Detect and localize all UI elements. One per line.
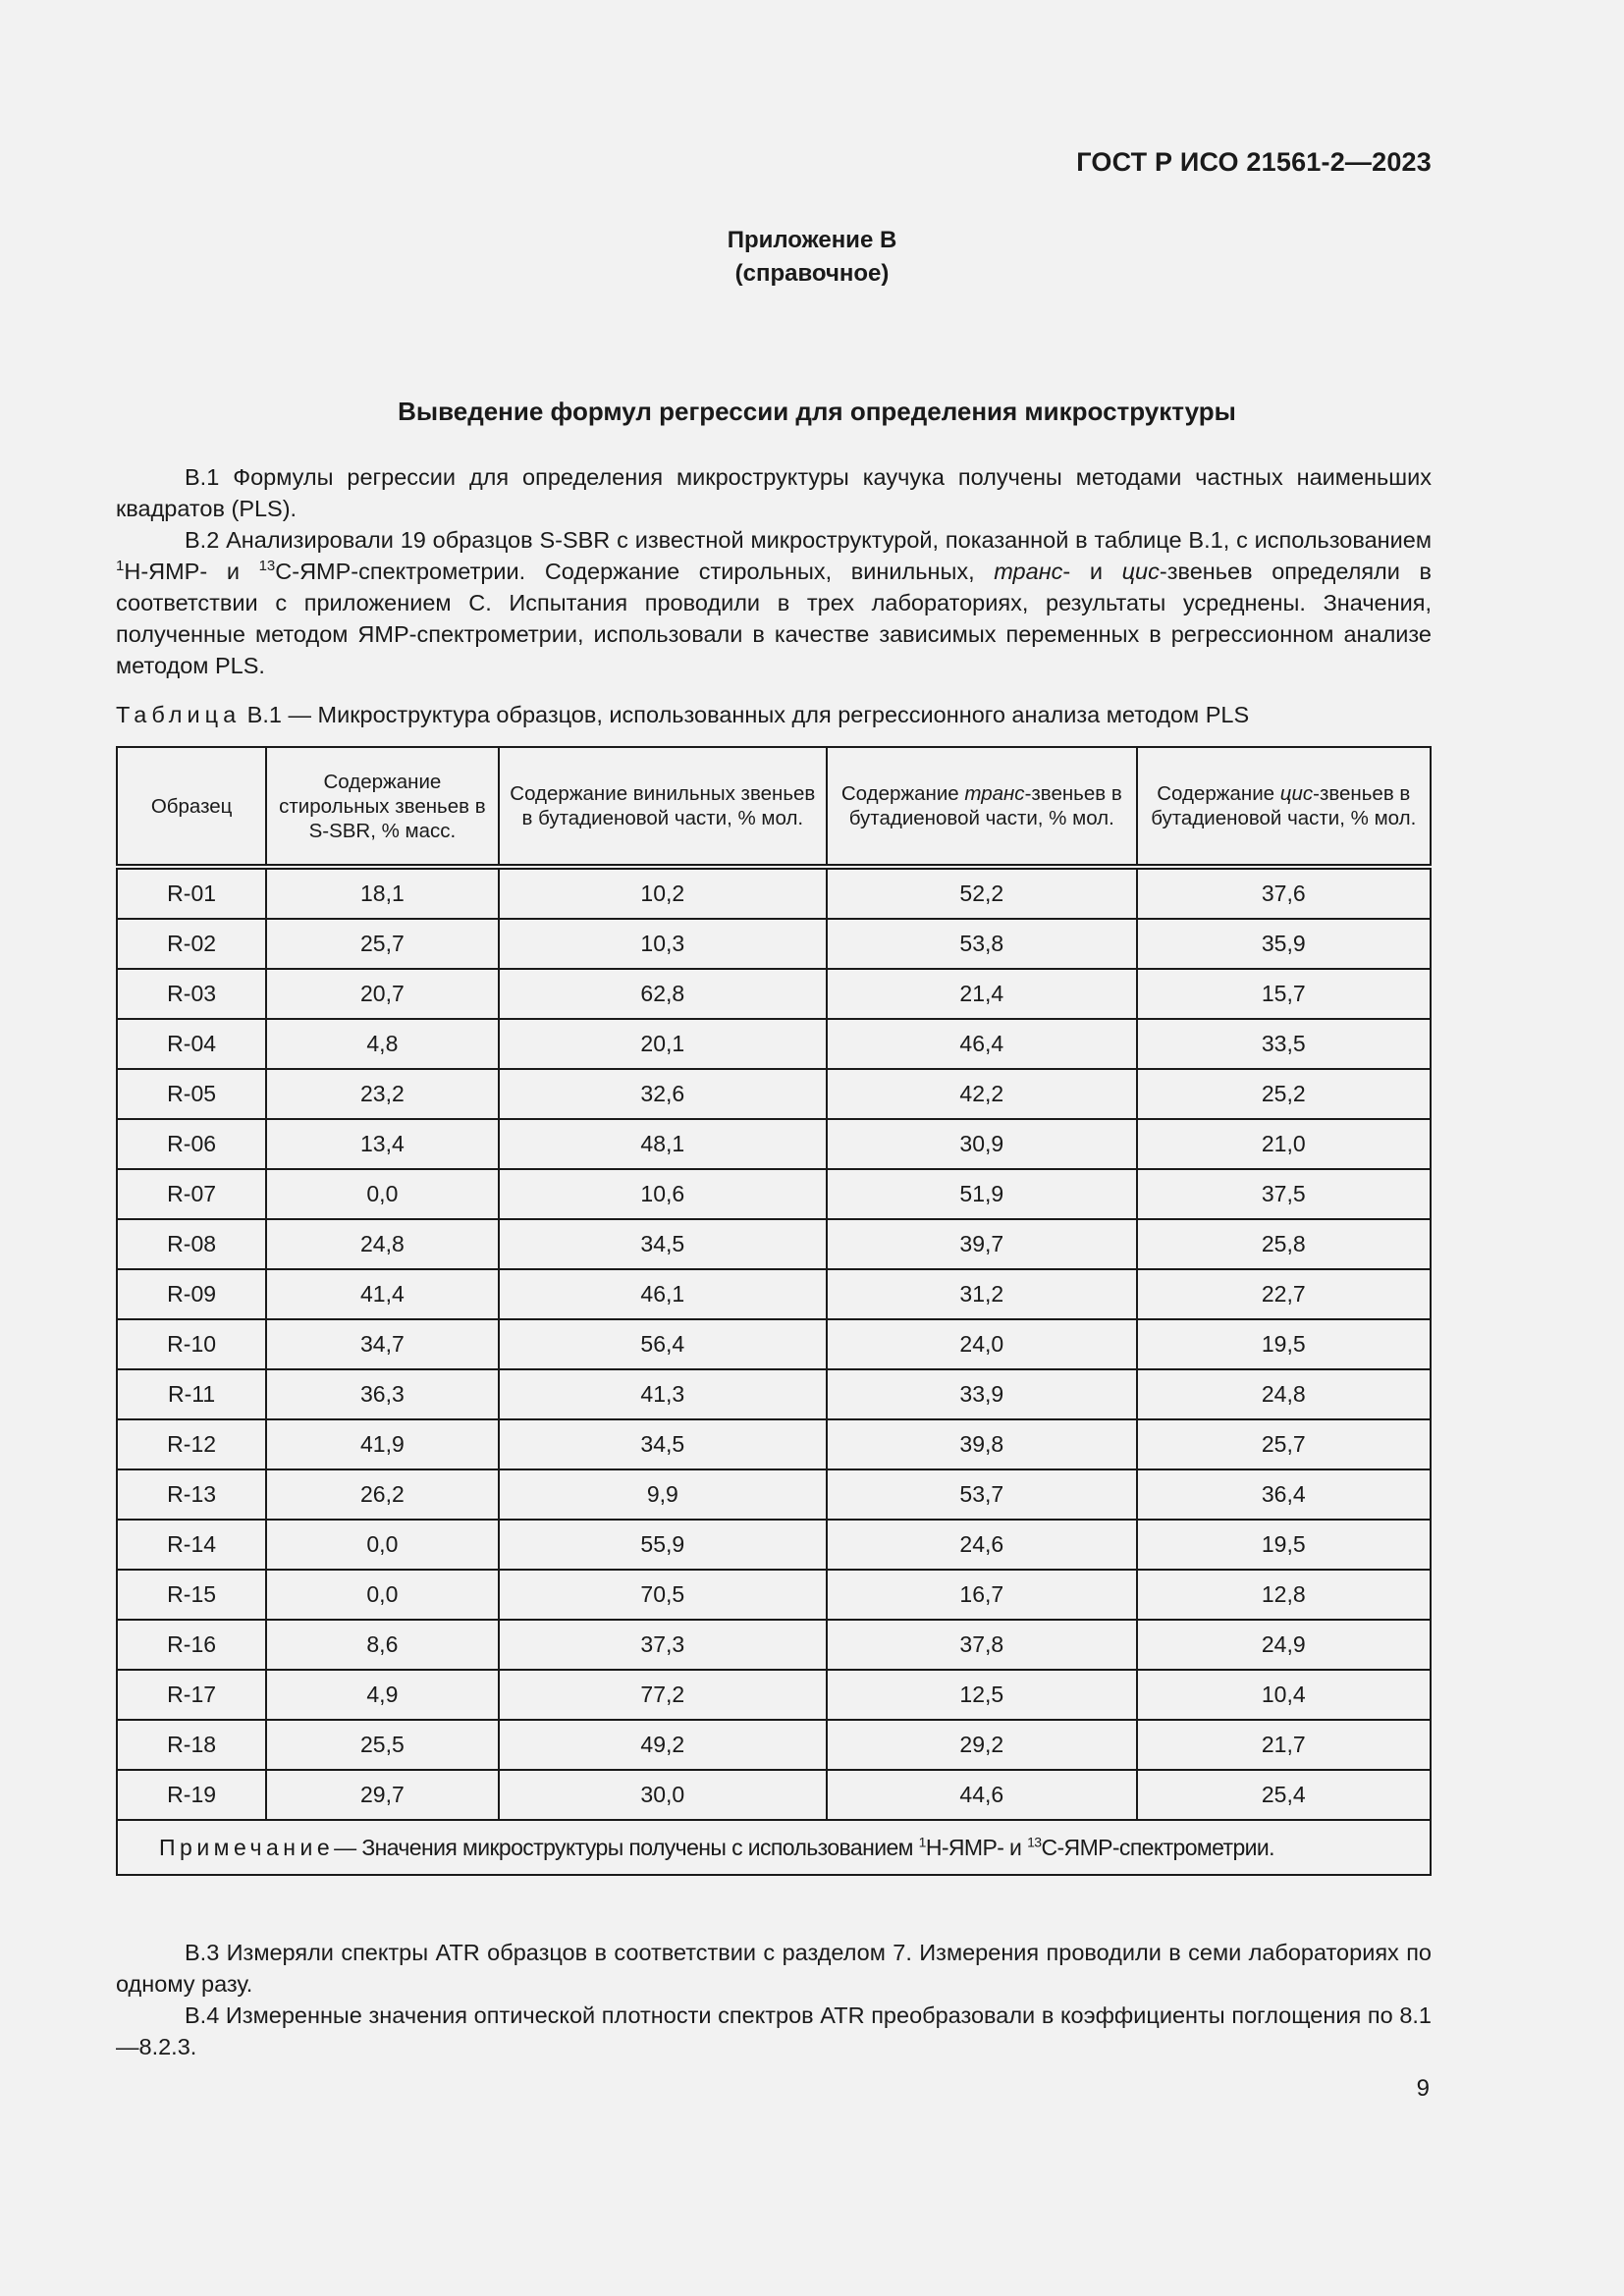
table-cell: R-15 (117, 1570, 266, 1620)
table-cell: R-01 (117, 867, 266, 919)
appendix-heading (0, 224, 1624, 291)
table-cell: 24,6 (827, 1520, 1136, 1570)
table-cell: 46,4 (827, 1019, 1136, 1069)
table-cell: 29,7 (266, 1770, 498, 1820)
table-cell: 37,3 (499, 1620, 828, 1670)
table-cell: 53,8 (827, 919, 1136, 969)
table-cell: 25,5 (266, 1720, 498, 1770)
table-cell: 24,0 (827, 1319, 1136, 1369)
table-cell: R-03 (117, 969, 266, 1019)
table-cell: 20,7 (266, 969, 498, 1019)
table-cell: 25,2 (1137, 1069, 1431, 1119)
table-cell: 34,5 (499, 1219, 828, 1269)
table-cell: 24,8 (266, 1219, 498, 1269)
section-title: Выведение формул регрессии для определения микроструктуры (398, 397, 1236, 426)
table-cell: 53,7 (827, 1469, 1136, 1520)
table-cell: 23,2 (266, 1069, 498, 1119)
table-cell: 41,4 (266, 1269, 498, 1319)
table-cell: 44,6 (827, 1770, 1136, 1820)
page-number: 9 (1416, 2075, 1430, 2102)
table-cell: 10,4 (1137, 1670, 1431, 1720)
table-caption-label: Таблица (116, 702, 242, 727)
table-cell: 25,4 (1137, 1770, 1431, 1820)
table-cell: R-06 (117, 1119, 266, 1169)
table-cell: 19,5 (1137, 1319, 1431, 1369)
table-row (117, 1570, 1431, 1620)
table-cell: 15,7 (1137, 969, 1431, 1019)
table-cell: 22,7 (1137, 1269, 1431, 1319)
table-cell: 52,2 (827, 867, 1136, 919)
table-cell: 41,3 (499, 1369, 828, 1419)
table-note: Примечание— Значения микроструктуры получены с использованием $^1$Н-ЯМР- и $^{13}$С-ЯМР-спектрометрии. (117, 1820, 1431, 1875)
table-row (117, 919, 1431, 969)
table-row (117, 1720, 1431, 1770)
table-row (117, 1469, 1431, 1520)
table-body (117, 867, 1431, 1820)
table-cell: 10,2 (499, 867, 828, 919)
document-code: ГОСТ Р ИСО 21561-2—2023 (1076, 147, 1432, 177)
table-cell: 4,9 (266, 1670, 498, 1720)
table-cell: 34,5 (499, 1419, 828, 1469)
table-row (117, 1319, 1431, 1369)
table-cell: 30,9 (827, 1119, 1136, 1169)
table-cell: 21,4 (827, 969, 1136, 1019)
paragraph-b1: В.1 Формулы регрессии для определения микроструктуры каучука получены методами частных наименьших квадратов (PLS). (116, 464, 1432, 521)
table-cell: 36,3 (266, 1369, 498, 1419)
table-row (117, 969, 1431, 1019)
table-cell: 19,5 (1137, 1520, 1431, 1570)
table-cell: 20,1 (499, 1019, 828, 1069)
table-row (117, 1770, 1431, 1820)
table-cell: 12,8 (1137, 1570, 1431, 1620)
table-cell: 37,8 (827, 1620, 1136, 1670)
header-trans: Содержание транс-звеньев в бутадиеновой части, % мол. (827, 747, 1136, 867)
table-row (117, 1169, 1431, 1219)
table-cell: 41,9 (266, 1419, 498, 1469)
table-cell: 37,5 (1137, 1169, 1431, 1219)
table-row (117, 1369, 1431, 1419)
table-row (117, 1419, 1431, 1469)
table-cell: 56,4 (499, 1319, 828, 1369)
table-cell: 31,2 (827, 1269, 1136, 1319)
table-cell: R-09 (117, 1269, 266, 1319)
table-cell: 34,7 (266, 1319, 498, 1369)
table-cell: 12,5 (827, 1670, 1136, 1720)
appendix-title: Приложение В (727, 227, 897, 253)
paragraph-b2: В.2 Анализировали 19 образцов S-SBR с известной микроструктурой, показанной в таблице В.1, с использованием $^1$Н-ЯМР- и $^{13}$С-ЯМР-спектрометрии. Содержание стирольных, винильных, транс- и цис-звеньев определяли в соответствии с приложением С. Испытания проводили в трех лабораториях, результаты усреднены. Значения, полученные методом ЯМР-спектрометрии, использовали в качестве зависимых переменных в регрессионном анализе методом PLS. (116, 527, 1433, 678)
table-row (117, 1219, 1431, 1269)
header-cis: Содержание цис-звеньев в бутадиеновой части, % мол. (1137, 747, 1431, 867)
table-cell: 16,7 (827, 1570, 1136, 1620)
table-cell: 33,5 (1137, 1019, 1431, 1069)
table-cell: 29,2 (827, 1720, 1136, 1770)
paragraphs-bottom (116, 1937, 1432, 2062)
table-row (117, 1069, 1431, 1119)
paragraph-b4: В.4 Измеренные значения оптической плотности спектров ATR преобразовали в коэффициенты поглощения по 8.1—8.2.3. (116, 2002, 1432, 2059)
table-cell: R-05 (117, 1069, 266, 1119)
table-header-row (117, 747, 1431, 867)
table-cell: R-04 (117, 1019, 266, 1069)
table-cell: 42,2 (827, 1069, 1136, 1119)
table-cell: 4,8 (266, 1019, 498, 1069)
table-cell: R-10 (117, 1319, 266, 1369)
table-cell: 25,7 (1137, 1419, 1431, 1469)
table-row (117, 1119, 1431, 1169)
table-row (117, 867, 1431, 919)
table-cell: R-16 (117, 1620, 266, 1670)
table-cell: R-11 (117, 1369, 266, 1419)
table-cell: R-19 (117, 1770, 266, 1820)
table-cell: 24,9 (1137, 1620, 1431, 1670)
table-cell: R-08 (117, 1219, 266, 1269)
table-cell: 10,6 (499, 1169, 828, 1219)
table-cell: 0,0 (266, 1570, 498, 1620)
table-cell: 13,4 (266, 1119, 498, 1169)
table-cell: R-18 (117, 1720, 266, 1770)
table-cell: 10,3 (499, 919, 828, 969)
table-row (117, 1019, 1431, 1069)
table-cell: 0,0 (266, 1169, 498, 1219)
table-cell: 26,2 (266, 1469, 498, 1520)
table-caption-text: В.1 — Микроструктура образцов, использованных для регрессионного анализа методом PLS (241, 702, 1250, 727)
paragraph-b3: В.3 Измеряли спектры ATR образцов в соответствии с разделом 7. Измерения проводили в семи лабораториях по одному разу. (116, 1940, 1432, 1997)
table-cell: R-14 (117, 1520, 266, 1570)
table-caption (116, 702, 1249, 728)
table-cell: 25,7 (266, 919, 498, 969)
table-cell: R-07 (117, 1169, 266, 1219)
table-cell: 0,0 (266, 1520, 498, 1570)
table-cell: 18,1 (266, 867, 498, 919)
table-cell: R-12 (117, 1419, 266, 1469)
table-cell: R-17 (117, 1670, 266, 1720)
header-sample: Образец (117, 747, 266, 867)
table-cell: 55,9 (499, 1520, 828, 1570)
table-cell: 37,6 (1137, 867, 1431, 919)
table-cell: 39,8 (827, 1419, 1136, 1469)
table-cell: 30,0 (499, 1770, 828, 1820)
table-cell: 24,8 (1137, 1369, 1431, 1419)
table-cell: 21,0 (1137, 1119, 1431, 1169)
header-vinyl: Содержание винильных звеньев в бутадиеновой части, % мол. (499, 747, 828, 867)
table-cell: 51,9 (827, 1169, 1136, 1219)
table-cell: 32,6 (499, 1069, 828, 1119)
appendix-subtitle: (справочное) (734, 260, 890, 287)
table-cell: 8,6 (266, 1620, 498, 1670)
microstructure-table (116, 746, 1432, 1876)
table-cell: 70,5 (499, 1570, 828, 1620)
table-cell: 77,2 (499, 1670, 828, 1720)
table-cell: 25,8 (1137, 1219, 1431, 1269)
table-note-row (117, 1820, 1431, 1875)
header-styrene: Содержание стирольных звеньев в S-SBR, % масс. (266, 747, 498, 867)
table-row (117, 1269, 1431, 1319)
table-cell: 21,7 (1137, 1720, 1431, 1770)
table-row (117, 1670, 1431, 1720)
table-cell: 36,4 (1137, 1469, 1431, 1520)
table-cell: 48,1 (499, 1119, 828, 1169)
table-row (117, 1520, 1431, 1570)
table-cell: R-13 (117, 1469, 266, 1520)
table-cell: 62,8 (499, 969, 828, 1019)
table-cell: 33,9 (827, 1369, 1136, 1419)
table-cell: 46,1 (499, 1269, 828, 1319)
table-row (117, 1620, 1431, 1670)
table-cell: 35,9 (1137, 919, 1431, 969)
table-cell: 9,9 (499, 1469, 828, 1520)
table-cell: 49,2 (499, 1720, 828, 1770)
table-cell: R-02 (117, 919, 266, 969)
table-cell: 39,7 (827, 1219, 1136, 1269)
paragraphs-top (116, 461, 1432, 681)
